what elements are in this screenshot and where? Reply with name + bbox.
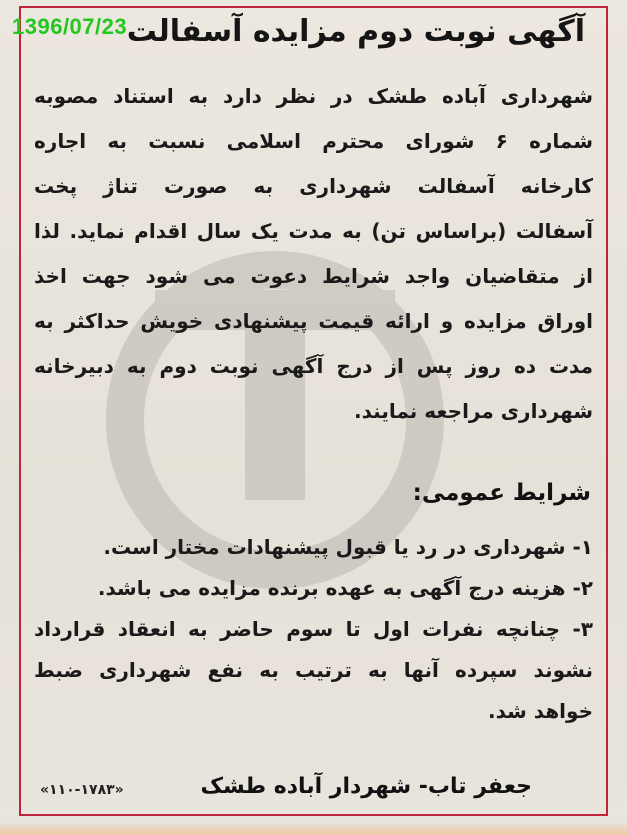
condition-item: ۳- چنانچه نفرات اول تا سوم حاضر به انعقاد قرارداد bbox=[34, 617, 593, 641]
body-line: از متقاضیان واجد شرایط دعوت می شود جهت اخذ bbox=[34, 264, 593, 288]
body-line: اوراق مزایده و ارائه قیمت پیشنهادی خویش حداکثر به bbox=[34, 309, 593, 333]
condition-item: نشوند سپرده آنها به ترتیب به نفع شهرداری ضبط bbox=[34, 658, 593, 682]
condition-item: خواهد شد. bbox=[487, 699, 593, 723]
conditions-list bbox=[34, 527, 593, 732]
condition-item: ۱- شهرداری در رد یا قبول پیشنهادات مختار است. bbox=[103, 535, 593, 559]
date-stamp: 1396/07/23 bbox=[12, 14, 128, 39]
body-line: آسفالت (براساس تن) به مدت یک سال اقدام نماید. لذا bbox=[34, 219, 593, 243]
ad-title: آگهی نوبت دوم مزایده آسفالت bbox=[126, 14, 585, 49]
conditions-heading: شرایط عمومی: bbox=[412, 480, 591, 506]
body-line: شهرداری مراجعه نمایند. bbox=[354, 399, 593, 423]
body-line: مدت ده روز پس از درج آگهی نوبت دوم به دبیرخانه bbox=[34, 354, 593, 378]
condition-item: ۲- هزینه درج آگهی به عهده برنده مزایده می باشد. bbox=[97, 576, 593, 600]
ad-body bbox=[34, 74, 593, 434]
ad-code: «۱۱۰-۱۷۸۳» bbox=[40, 782, 124, 798]
body-line: شماره ۶ شورای محترم اسلامی نسبت به اجاره bbox=[34, 129, 593, 153]
body-line: شهرداری آباده طشک در نظر دارد به استناد مصوبه bbox=[34, 84, 593, 108]
signature: جعفر تاب- شهردار آباده طشک bbox=[200, 774, 532, 799]
page-edge bbox=[0, 823, 627, 835]
body-line: کارخانه آسفالت شهرداری به صورت تناژ پخت bbox=[34, 174, 593, 198]
